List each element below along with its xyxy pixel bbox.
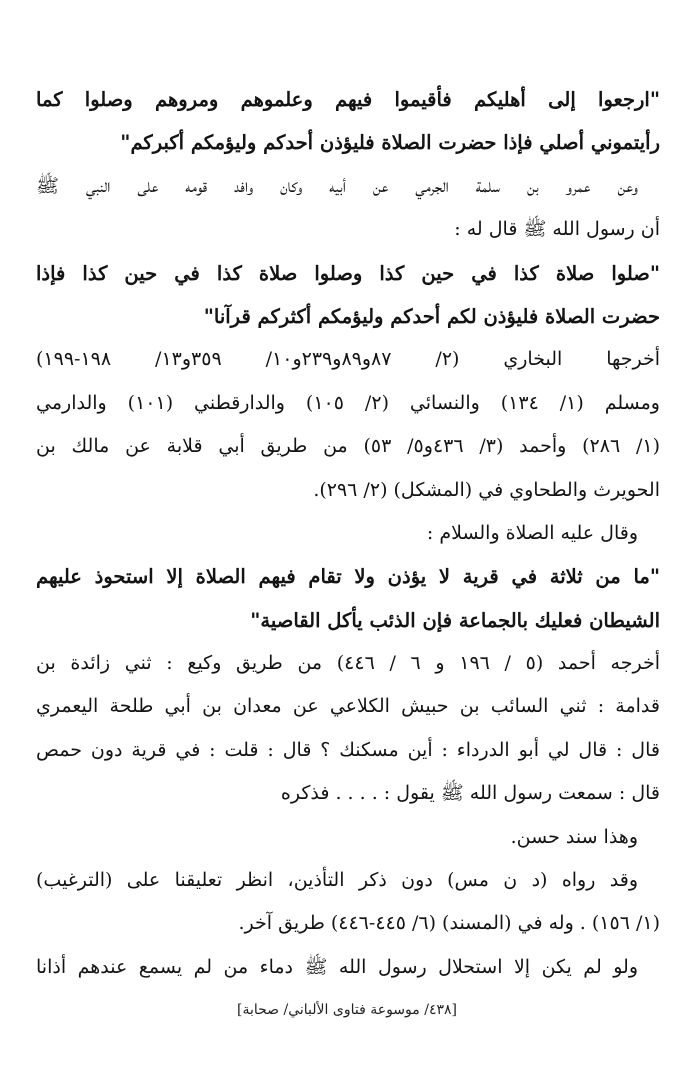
citation-line: (١/ ٢٨٦) وأحمد (٣/ ٤٣٦و٥/ ٥٣) من طريق أبي قلابة عن مالك بن [36,435,660,458]
hadith-line: "ما من ثلاثة في قرية لا يؤذن ولا تقام فيهم الصلاة إلا استحوذ عليهم [36,565,660,589]
hadith-line: "ارجعوا إلى أهليكم فأقيموا فيهم وعلموهم ومروهم وصلوا كما [36,88,660,111]
text-line: وقد رواه (د ن مس) دون ذكر التأذين، انظر تعليقنا على (الترغيب) [36,869,638,892]
text-line: أن رسول الله ﷺ قال له : [454,218,660,241]
citation-line: أخرجه أحمد (٥ / ١٩٦ و ٦ / ٤٤٦) من طريق وكيع : ثني زائدة بن [36,652,660,675]
text-line: وقال عليه الصلاة والسلام : [426,521,638,544]
hadith-line: رأيتموني أصلي فإذا حضرت الصلاة فليؤذن أحدكم وليؤمكم أكبركم" [120,131,660,155]
body-text [36,78,660,989]
citation-line: أخرجها البخاري (٢/ ٨٧و٨٩و٢٣٩و١٠/ ٣٥٩و١٣/ ١٩٨-١٩٩) [36,348,660,371]
citation-line: قدامة : ثني السائب بن حبيش الكلاعي عن معدان بن أبي طلحة اليعمري [36,695,660,718]
citation-line: قال : سمعت رسول الله ﷺ يقول : . . . . فذكره [280,782,660,805]
citation-line: الحويرث والطحاوي في (المشكل) (٢/ ٢٩٦). [313,478,660,501]
hadith-line: حضرت الصلاة فليؤذن لكم أحدكم وليؤمكم أكثركم قرآنا" [203,304,660,328]
text-line: وهذا سند حسن. [510,825,638,848]
citation-line: ومسلم (١/ ١٣٤) والنسائي (٢/ ١٠٥) والدارقطني (١٠١) والدارمي [36,391,660,414]
hadith-line: "صلوا صلاة كذا في حين كذا وصلوا صلاة كذا في حين كذا فإذا [36,261,660,285]
citation-line: قال : قال لي أبو الدرداء : أين مسكنك ؟ قال : قلت : في قرية دون حمص [36,738,660,761]
page-footer: [٤٣٨/ موسوعة فتاوى الألباني/ صحابة] [237,1002,457,1018]
text-line: (١/ ١٥٦) . وله في (المسند) (٦/ ٤٤٥-٤٤٦) طريق آخر. [238,912,660,935]
text-line: ولو لم يكن إلا استحلال رسول الله ﷺ دماء من لم يسمع عندهم أذانا [36,955,638,978]
hadith-line: الشيطان فعليك بالجماعة فإن الذئب يأكل القاصية" [250,608,660,632]
text-line: وعن عمرو بن سلمة الجرمي عن أبيه وكان وافد قومه على النبي ﷺ [36,174,638,197]
